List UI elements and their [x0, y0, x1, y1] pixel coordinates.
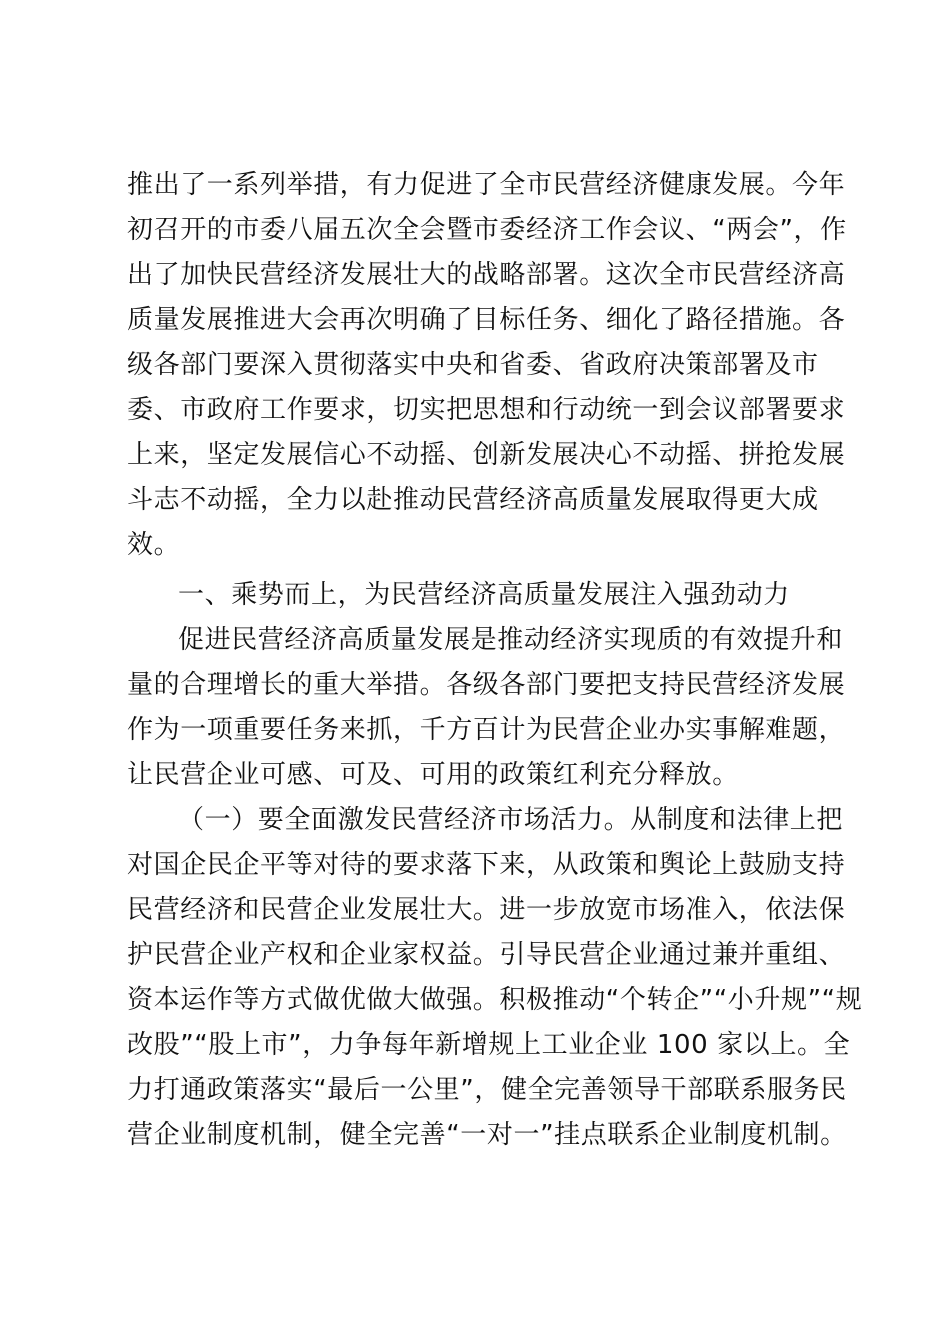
paragraph-line: 让民营企业可感、可及、可用的政策红利充分释放。 — [127, 760, 739, 790]
paragraph-line: 量的合理增长的重大举措。各级各部门要把支持民营经济发展 — [127, 670, 846, 700]
paragraph-line: 推出了一系列举措，有力促进了全市民营经济健康发展。今年 — [127, 170, 846, 200]
paragraph-line: 质量发展推进大会再次明确了目标任务、细化了路径措施。各 — [127, 305, 846, 335]
paragraph-line: 委、市政府工作要求，切实把思想和行动统一到会议部署要求 — [127, 395, 846, 425]
paragraph-line: 效。 — [127, 530, 181, 560]
paragraph-line: 营企业制度机制，健全完善“一对一”挂点联系企业制度机制。 — [127, 1120, 847, 1150]
paragraph-line: 护民营企业产权和企业家权益。引导民营企业通过兼并重组、 — [127, 940, 846, 970]
paragraph-line: 级各部门要深入贯彻落实中央和省委、省政府决策部署及市 — [127, 350, 819, 380]
paragraph-line: 作为一项重要任务来抓，千方百计为民营企业办实事解难题， — [127, 715, 846, 745]
paragraph-line: 对国企民企平等对待的要求落下来，从政策和舆论上鼓励支持 — [127, 850, 846, 880]
paragraph-line: 促进民营经济高质量发展是推动经济实现质的有效提升和 — [178, 625, 844, 655]
paragraph-line: 上来，坚定发展信心不动摇、创新发展决心不动摇、拼抢发展 — [127, 440, 846, 470]
paragraph-line: 初召开的市委八届五次全会暨市委经济工作会议、“两会”，作 — [127, 215, 847, 245]
paragraph-line: 力打通政策落实“最后一公里”，健全完善领导干部联系服务民 — [127, 1075, 847, 1105]
paragraph-line: 斗志不动摇，全力以赴推动民营经济高质量发展取得更大成 — [127, 485, 819, 515]
paragraph-line: 民营经济和民营企业发展壮大。进一步放宽市场准入，依法保 — [127, 895, 846, 925]
paragraph-line: 改股”“股上市”，力争每年新增规上工业企业 100 家以上。全 — [127, 1030, 851, 1060]
paragraph-line: 资本运作等方式做优做大做强。积极推动“个转企”“小升规”“规 — [127, 985, 863, 1015]
subsection-line: （一）要全面激发民营经济市场活力。从制度和法律上把 — [178, 805, 844, 835]
paragraph-line: 出了加快民营经济发展壮大的战略部署。这次全市民营经济高 — [127, 260, 846, 290]
section-heading: 一、乘势而上，为民营经济高质量发展注入强劲动力 — [178, 580, 790, 610]
